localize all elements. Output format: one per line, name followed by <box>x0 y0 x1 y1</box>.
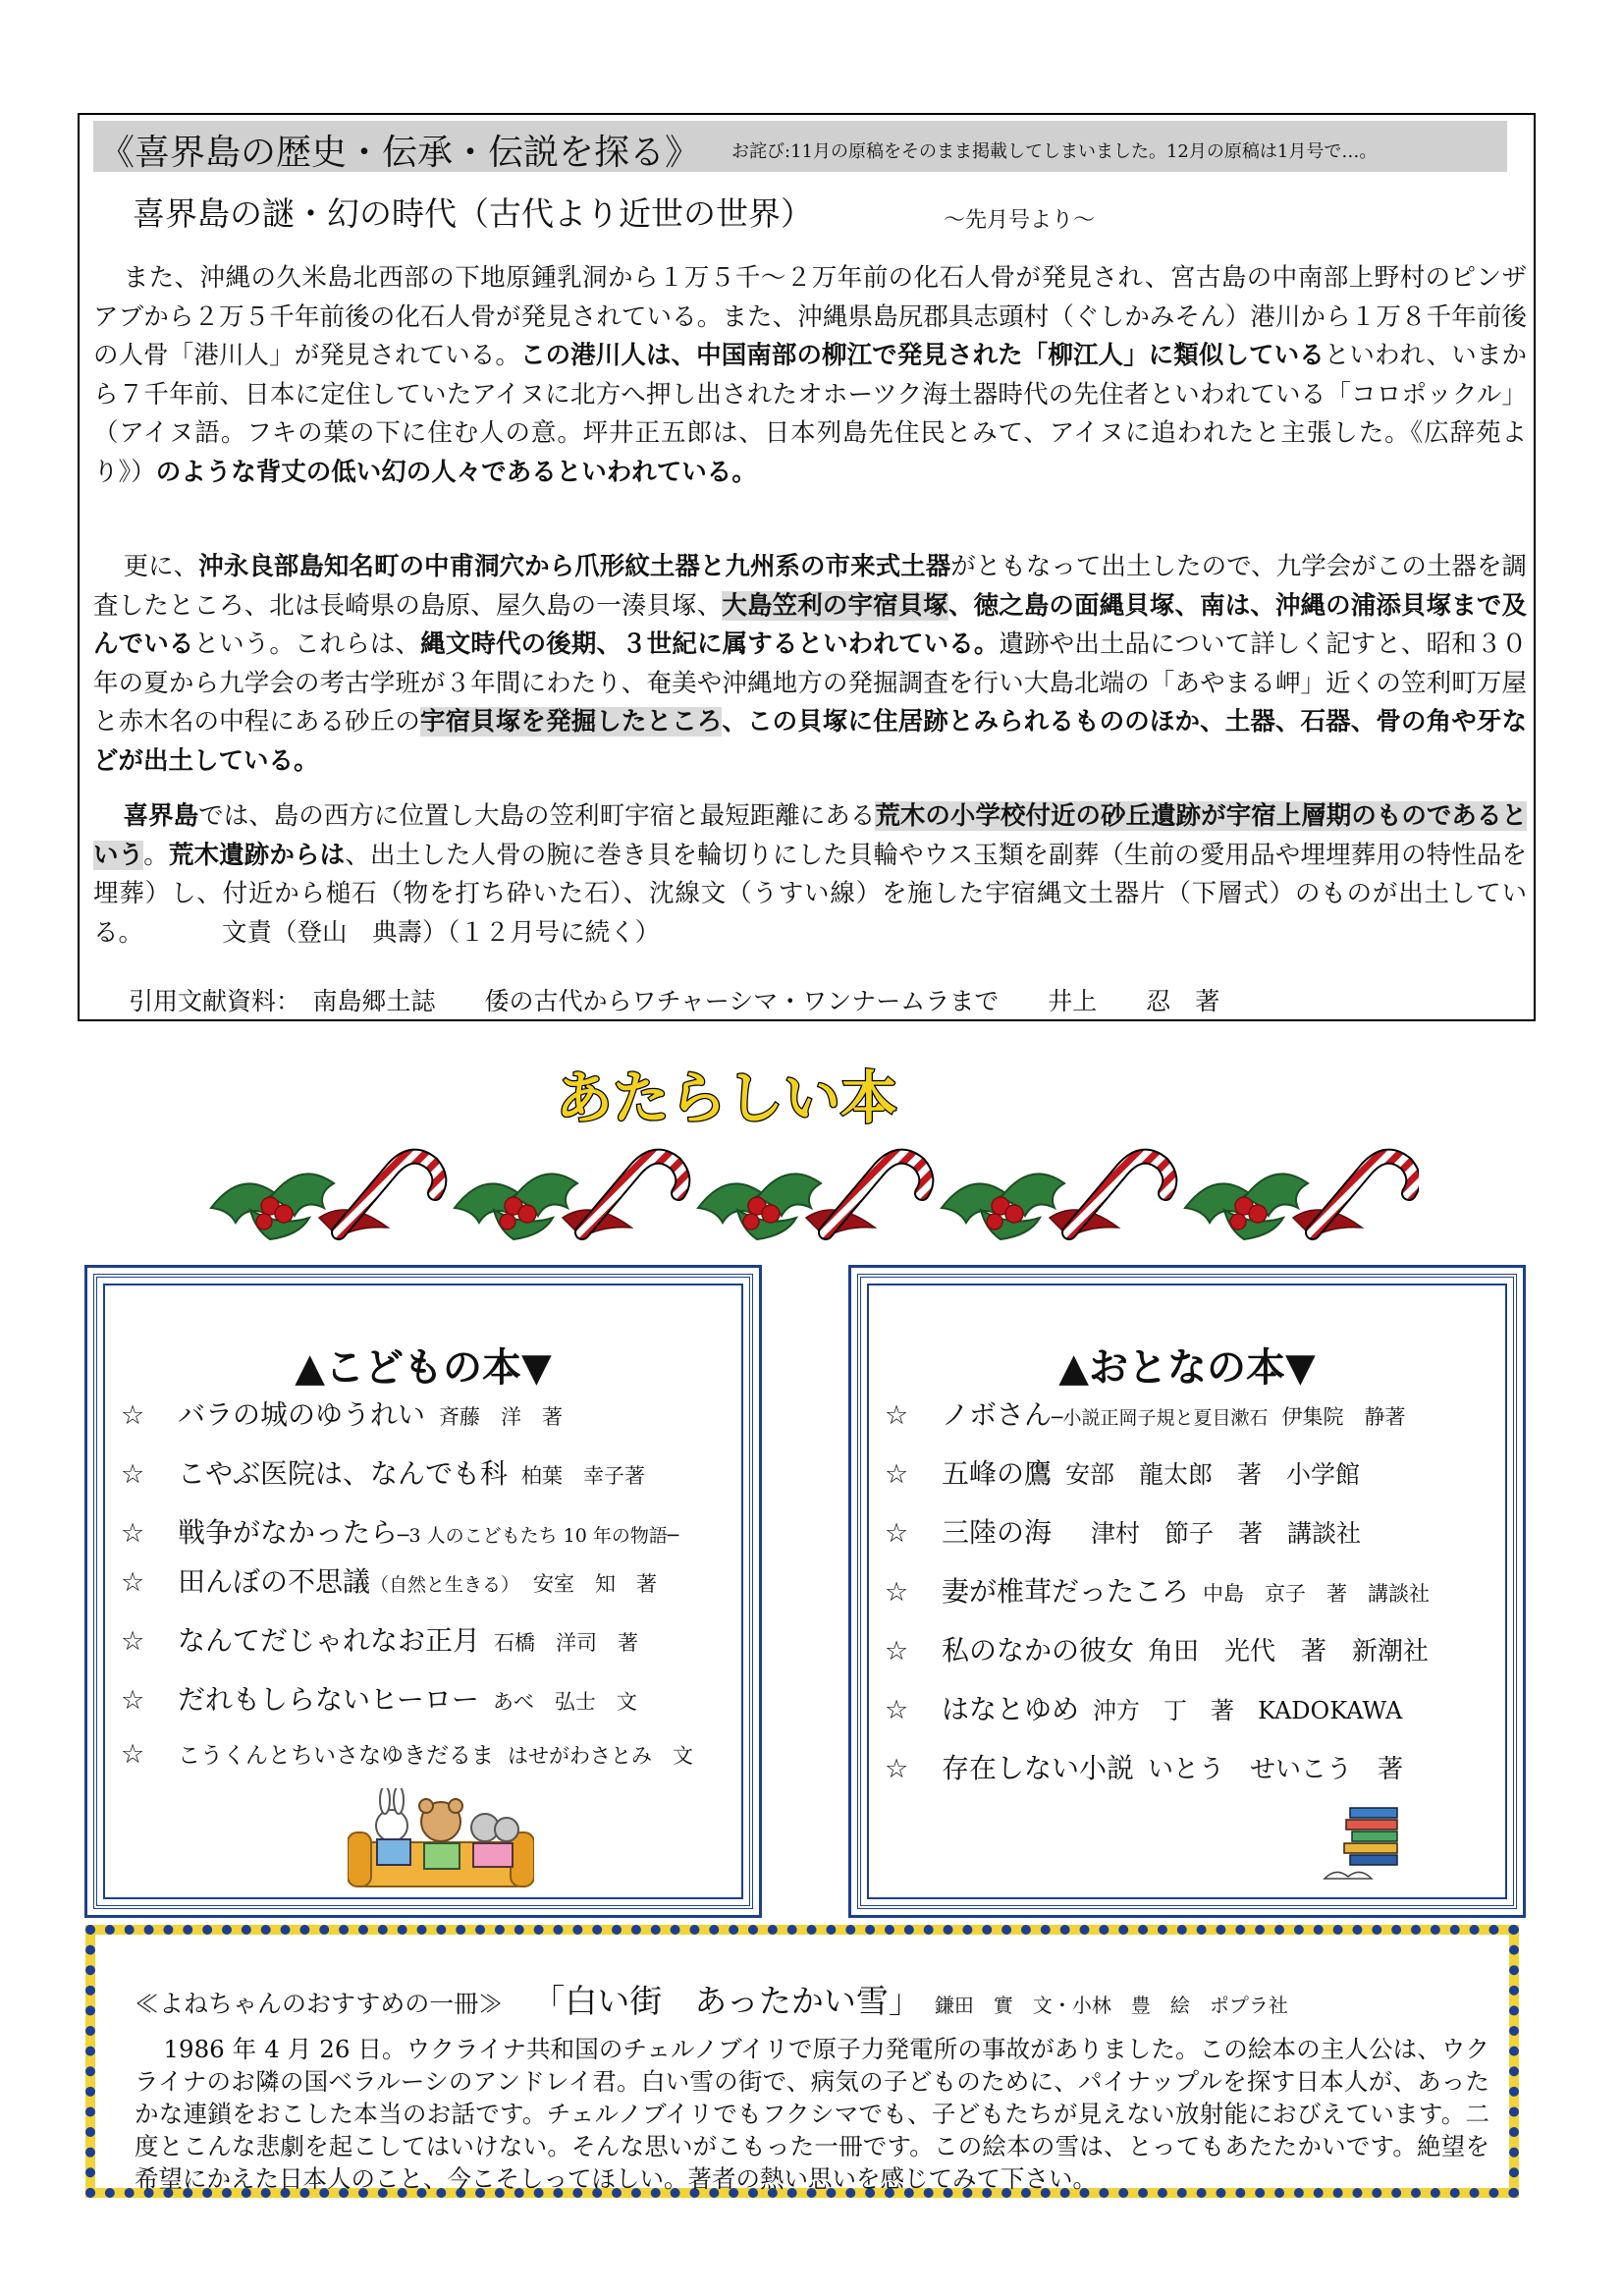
list-item <box>121 1737 693 1796</box>
book-title: 私のなかの彼女 <box>942 1634 1135 1667</box>
adult-books-box <box>848 1265 1526 1918</box>
history-section <box>78 113 1536 1021</box>
history-paragraph-2: 更に、沖永良部島知名町の中甫洞穴から爪形紋土器と九州系の市来式土器がともなって出土したので、九学会がこの土器を調査したところ、北は長崎県の島原、屋久島の一湊貝塚、大島笠利の宇宿貝塚、徳之島の面縄貝塚、南は、沖縄の浦添貝塚まで及んでいるという。これらは、縄文時代の後期、３世紀に属するといわれている。遺跡や出土品について詳しく記すと、昭和３０年の夏から九学会の考古学班が３年間にわたり、奄美や沖縄地方の発掘調査を行い大島北端の「あやまる岬」近くの笠利町万屋と赤木名の中程にある砂丘の宇宿貝塚を発掘したところ、この貝塚に住居跡とみられるもののほか、土器、石器、骨の角や牙などが出土している。 <box>93 552 1527 776</box>
history-header-band <box>93 121 1507 172</box>
book-author: 柏葉 幸子著 <box>521 1464 646 1488</box>
newbooks-title-text: あたらしい本 <box>555 1065 898 1131</box>
adult-books-title: ▲おとなの本▼ <box>1058 1345 1316 1391</box>
list-item <box>885 1511 1430 1570</box>
star-icon: ☆ <box>121 1739 145 1770</box>
star-icon: ☆ <box>885 1695 909 1725</box>
book-title: なんてだじゃれなお正月 <box>178 1624 481 1657</box>
apology-note: お詫び:11月の原稿をそのまま掲載してしまいました。12月の原稿は1月号で…。 <box>731 141 1378 162</box>
book-author: 石橋 洋司 著 <box>494 1631 639 1655</box>
book-title: こやぶ医院は、なんでも科 <box>178 1457 509 1490</box>
book-title: はなとゆめ <box>942 1693 1080 1725</box>
star-icon: ☆ <box>121 1567 145 1598</box>
book-title: 田んぼの不思議 <box>178 1565 371 1598</box>
list-item <box>885 1394 1430 1452</box>
list-item <box>885 1570 1430 1629</box>
kids-books-frame <box>93 1274 753 1909</box>
continued-note: ～先月号より～ <box>944 208 1096 233</box>
star-icon: ☆ <box>885 1400 909 1431</box>
star-icon: ☆ <box>121 1626 145 1657</box>
book-title: 戦争がなかったら <box>178 1516 399 1549</box>
list-item <box>121 1452 693 1511</box>
byline: 文責（登山 典壽）（１２月号に続く） <box>222 917 661 948</box>
book-author: 安部 龍太郎 著 小学館 <box>1065 1460 1361 1489</box>
book-title: こうくんとちいさなゆきだるま <box>178 1743 494 1769</box>
star-icon: ☆ <box>885 1636 909 1667</box>
star-icon: ☆ <box>885 1459 909 1490</box>
recommended-book-credit: 鎌田 實 文・小林 豊 絵 ポプラ社 <box>934 1994 1288 2017</box>
animals-reading-sofa-icon <box>348 1788 534 1896</box>
star-icon: ☆ <box>121 1400 145 1431</box>
book-author: いとう せいこう 著 <box>1148 1755 1404 1784</box>
holly-candy-cane-border-icon <box>201 1139 1419 1252</box>
star-icon: ☆ <box>121 1459 145 1490</box>
list-item <box>885 1747 1430 1806</box>
kids-books-box <box>84 1265 762 1918</box>
book-author: 伊集院 静著 <box>1281 1405 1406 1429</box>
book-subtitle: ─3 人のこどもたち 10 年の物語─ <box>398 1525 679 1547</box>
book-stack-icon <box>1323 1798 1411 1886</box>
star-icon: ☆ <box>121 1518 145 1549</box>
book-author: 斉藤 洋 著 <box>439 1405 564 1429</box>
book-author: 中島 京子 著 講談社 <box>1203 1582 1431 1606</box>
history-paragraph-1: また、沖縄の久米島北西部の下地原鍾乳洞から１万５千～２万年前の化石人骨が発見され、宮古島の中南部上野村のピンザアブから２万５千年前後の化石人骨が発見されている。また、沖縄県島尻郡具志頭村（ぐしかみそん）港川から１万８千年前後の人骨「港川人」が発見されている。この港川人は、中国南部の柳江で発見された「柳江人」に類似しているといわれ、いまから７千年前、日本に定住していたアイヌに北方へ押し出されたオホーツク海土器時代の先住者といわれている「コロポックル」（アイヌ語。フキの葉の下に住む人の意。坪井正五郎は、日本列島先住民とみて、アイヌに追われたと主張した。《広辞苑より》）のような背丈の低い幻の人々であるといわれている。 <box>93 263 1527 487</box>
history-title: 《喜界島の歴史・伝承・伝説を探る》 <box>99 133 701 173</box>
star-icon: ☆ <box>885 1754 909 1784</box>
book-title: だれもしらないヒーロー <box>178 1683 479 1716</box>
book-author: 津村 節子 著 講談社 <box>1091 1519 1362 1548</box>
references-line: 引用文献資料： 南島郷土誌 倭の古代からワチャーシマ・ワンナームラまで 井上 忍 著 <box>129 987 1220 1015</box>
recommendation-label: ≪よねちゃんのおすすめの一冊≫ <box>135 1990 504 2018</box>
list-item <box>121 1678 693 1737</box>
star-icon: ☆ <box>121 1685 145 1716</box>
kids-book-list <box>121 1394 693 1796</box>
star-icon: ☆ <box>885 1518 909 1549</box>
star-icon: ☆ <box>885 1577 909 1608</box>
recommendation-box <box>85 1925 1519 2198</box>
list-item <box>121 1394 693 1452</box>
book-title: バラの城のゆうれい <box>178 1398 426 1431</box>
book-title: 五峰の鷹 <box>942 1457 1053 1490</box>
history-subtitle: 喜界島の謎・幻の時代（古代より近世の世界） <box>133 194 813 233</box>
list-item <box>885 1629 1430 1688</box>
list-item <box>121 1560 693 1619</box>
adult-books-frame <box>857 1274 1517 1909</box>
book-subtitle: ─小説正岡子規と夏目漱石 <box>1052 1407 1269 1429</box>
list-item <box>121 1511 693 1560</box>
kids-books-title: ▲こどもの本▼ <box>295 1345 552 1391</box>
newbooks-wordart-title <box>491 1059 962 1137</box>
book-title: 三陸の海 <box>942 1516 1053 1549</box>
book-title: ノボさん <box>942 1398 1053 1431</box>
list-item <box>121 1619 693 1678</box>
book-author: はせがわさとみ 文 <box>508 1744 693 1768</box>
book-author: 沖方 丁 著 KADOKAWA <box>1093 1697 1403 1724</box>
recommended-book-title: 「白い街 あったかい雪」 <box>532 1982 921 2020</box>
book-subtitle: （自然と生きる） <box>370 1574 520 1596</box>
list-item <box>885 1688 1430 1747</box>
book-author: 安室 知 著 <box>533 1572 658 1596</box>
book-author: 角田 光代 著 新潮社 <box>1148 1637 1430 1667</box>
book-title: 妻が椎茸だったころ <box>942 1575 1190 1608</box>
recommendation-body: 1986 年 4 月 26 日。ウクライナ共和国のチェルノブイリで原子力発電所の事故がありました。この絵本の主人公は、ウクライナのお隣の国ベラルーシのアンドレイ君。白い雪の街で、病気の子どものために、パイナップルを探す日本人が、あったかな連鎖をおこした本当のお話です。チェルノブイリでもフクシマでも、子どもたちが見えない放射能におびえています。二度とこんな悲劇を起こしてはいけない。そんな思いがこもった一冊です。この絵本の雪は、とってもあたたかいです。絶望を希望にかえた日本人のこと、今こそしってほしい。著者の熱い思いを感じてみて下さい。 <box>135 2035 1489 2193</box>
book-author: あべ 弘士 文 <box>492 1690 637 1714</box>
book-title: 存在しない小説 <box>942 1752 1135 1784</box>
adult-book-list <box>885 1394 1430 1806</box>
history-paragraph-3: 喜界島では、島の西方に位置し大島の笠利町宇宿と最短距離にある荒木の小学校付近の砂丘遺跡が宇宿上層期のものであるという。荒木遺跡からは、出土した人骨の腕に巻き貝を輪切りにした貝輪やウス玉類を副葬（生前の愛用品や埋埋葬用の特性品を埋葬）し、付近から槌石（物を打ち砕いた石）、沈線文（うすい線）を施した宇宿縄文土器片（下層式）のものが出土している。 文責（登山 典壽）（１２月号に続く） <box>93 801 1527 948</box>
recommendation-header <box>135 1976 1288 2022</box>
list-item <box>885 1452 1430 1511</box>
